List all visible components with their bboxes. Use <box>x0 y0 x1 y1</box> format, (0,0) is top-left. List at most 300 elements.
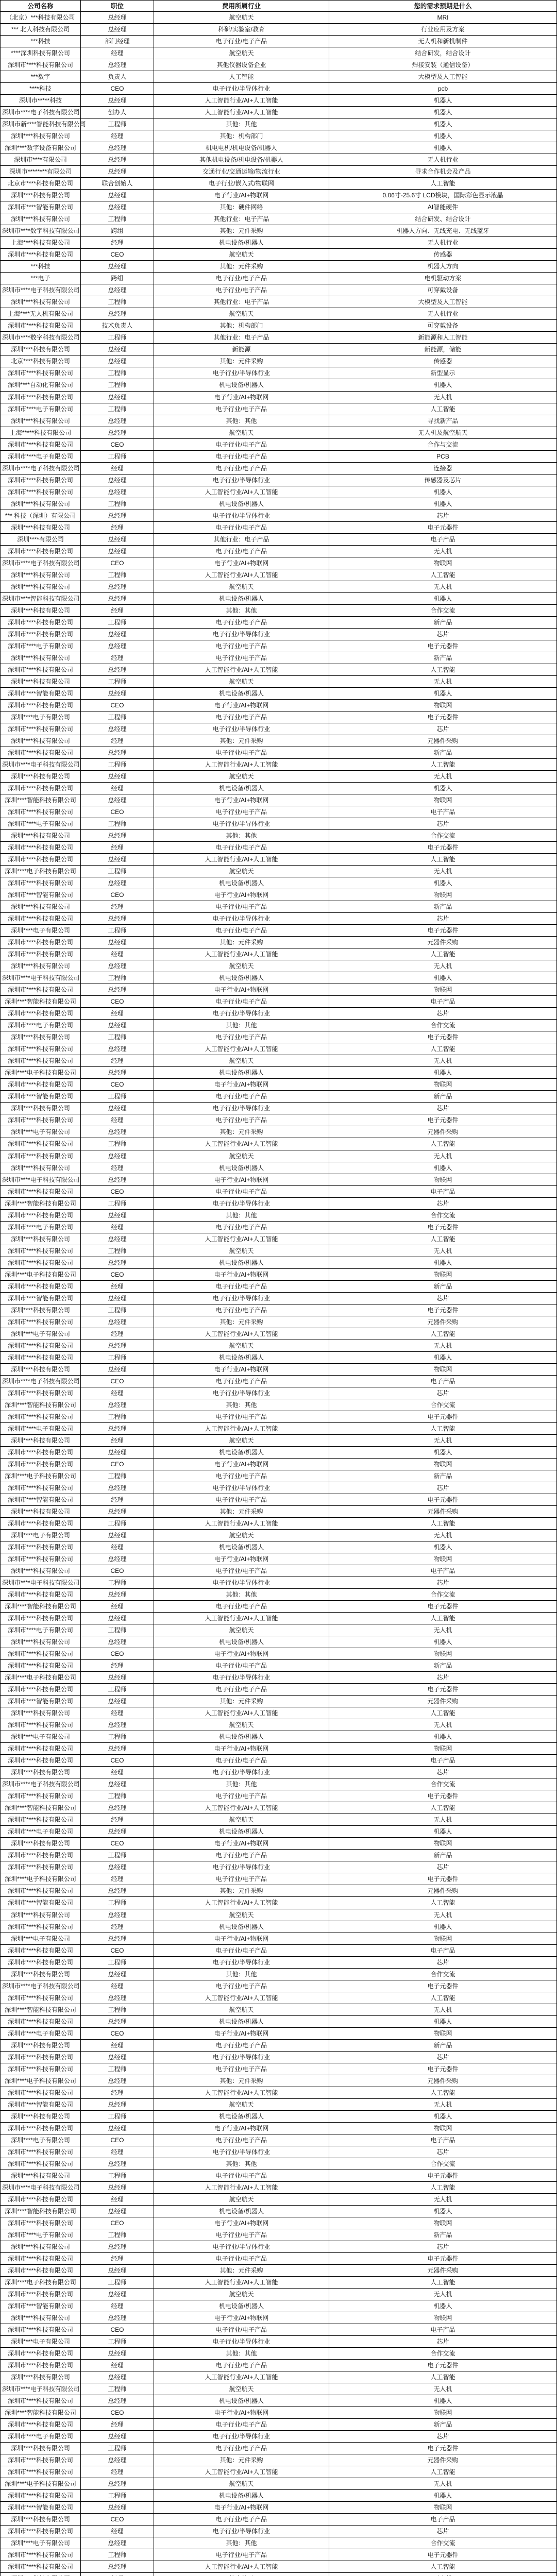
cell-expectation: 元器件采购 <box>329 1505 557 1517</box>
cell-industry: 电子行业/半导体行业 <box>154 818 329 830</box>
cell-position: 总经理 <box>81 355 154 367</box>
cell-position: 总经理 <box>81 308 154 320</box>
cell-expectation: 合作交流 <box>329 1968 557 1980</box>
cell-position: 工程师 <box>81 450 154 462</box>
cell-company: 深圳****科技有限公司 <box>1 1233 81 1245</box>
cell-company: 深圳市****科技有限公司 <box>1 854 81 866</box>
cell-position: 工程师 <box>81 1031 154 1043</box>
cell-industry: 电子行业/电子产品 <box>154 2324 329 2336</box>
cell-position: 经理 <box>81 1055 154 1067</box>
cell-industry: 人工智能行业/AI+人工智能 <box>154 486 329 498</box>
cell-industry: 航空航天 <box>154 1245 329 1257</box>
cell-industry: 电子行业/电子产品 <box>154 2039 329 2051</box>
cell-company: 深圳市****科技有限公司 <box>1 1814 81 1826</box>
table-row <box>1 1458 557 1470</box>
table-row <box>1 474 557 486</box>
cell-position: 总经理 <box>81 2075 154 2087</box>
cell-expectation: 无人机 <box>329 1909 557 1921</box>
cell-expectation: 芯片 <box>329 818 557 830</box>
cell-position: 总经理 <box>81 2371 154 2383</box>
cell-industry: 航空航天 <box>154 249 329 261</box>
cell-expectation: 人工智能 <box>329 2276 557 2288</box>
cell-company: 深圳市****电子有限公司 <box>1 1826 81 1838</box>
cell-position: 跨组 <box>81 273 154 284</box>
table-row <box>1 2360 557 2371</box>
table-row <box>1 1921 557 1933</box>
cell-expectation: 新型显示 <box>329 367 557 379</box>
cell-company: 深圳市****科技有限公司 <box>1 806 81 818</box>
cell-expectation: 物联网 <box>329 1743 557 1755</box>
cell-expectation: 人工智能 <box>329 1422 557 1434</box>
table-row <box>1 996 557 1008</box>
cell-position: 经理 <box>81 1008 154 1020</box>
cell-position: 工程师 <box>81 1411 154 1422</box>
cell-expectation: 元器件采购 <box>329 1696 557 1707</box>
cell-position: CEO <box>81 2027 154 2039</box>
table-row <box>1 2051 557 2063</box>
table-row <box>1 1613 557 1624</box>
cell-company: *** 北人科技有限公司 <box>1 24 81 36</box>
cell-expectation: 无人机和新机制件 <box>329 36 557 47</box>
table-row <box>1 1245 557 1257</box>
table-row <box>1 2098 557 2110</box>
cell-industry: 电子行业/半导体行业 <box>154 1577 329 1589</box>
cell-expectation: 人工智能 <box>329 1992 557 2004</box>
cell-industry: 电子行业/AI+物联网 <box>154 2217 329 2229</box>
cell-company: 深圳市****科技有限公司 <box>1 1114 81 1126</box>
cell-company: 深圳市****科技有限公司 <box>1 2063 81 2075</box>
cell-company: 深圳市****电子有限公司 <box>1 1221 81 1233</box>
cell-expectation: 无人机 <box>329 1434 557 1446</box>
cell-company: 深圳市****电子有限公司 <box>1 403 81 415</box>
cell-company: 深圳市****科技有限公司 <box>1 1589 81 1601</box>
table-row <box>1 1719 557 1731</box>
table-row <box>1 1636 557 1648</box>
table-row <box>1 2122 557 2134</box>
table-row <box>1 913 557 925</box>
cell-industry: 人工智能行业/AI+人工智能 <box>154 1233 329 1245</box>
cell-company: 深圳市****科技有限公司 <box>1 1719 81 1731</box>
cell-expectation: 物联网 <box>329 1268 557 1280</box>
cell-company: 深圳****科技有限公司 <box>1 521 81 533</box>
cell-company: 深圳市****科技有限公司 <box>1 2193 81 2205</box>
cell-expectation: 无人机 <box>329 581 557 592</box>
table-row <box>1 355 557 367</box>
table-row <box>1 1838 557 1850</box>
cell-expectation: 物联网 <box>329 1458 557 1470</box>
table-row <box>1 1767 557 1778</box>
cell-expectation: 无人机行业 <box>329 154 557 166</box>
cell-industry: 航空航天 <box>154 2289 329 2300</box>
table-row <box>1 1648 557 1660</box>
cell-company: 深圳市****科技有限公司 <box>1 2252 81 2264</box>
cell-industry: 人工智能行业/AI+人工智能 <box>154 948 329 960</box>
cell-position: 经理 <box>81 1328 154 1340</box>
cell-position: 总经理 <box>81 261 154 273</box>
cell-expectation: 电子元器件 <box>329 2549 557 2561</box>
cell-company: 深圳****智能科技有限公司 <box>1 2407 81 2419</box>
cell-industry: 电子行业/电子产品 <box>154 1873 329 1885</box>
cell-company: 深圳市****科技有限公司 <box>1 367 81 379</box>
cell-expectation: 电子元器件 <box>329 2360 557 2371</box>
table-row <box>1 1494 557 1505</box>
cell-company: 深圳市****智能有限公司 <box>1 1494 81 1505</box>
cell-position: 总经理 <box>81 854 154 866</box>
cell-industry: 电子行业/半导体行业 <box>154 1672 329 1684</box>
cell-expectation: 人工智能 <box>329 664 557 675</box>
cell-company: 深圳市****电子科技有限公司 <box>1 1980 81 1992</box>
cell-position: 经理 <box>81 2526 154 2537</box>
table-row <box>1 462 557 474</box>
table-row <box>1 284 557 296</box>
cell-expectation: 电子产品 <box>329 1375 557 1387</box>
cell-company: 深圳市****电子有限公司 <box>1 640 81 652</box>
cell-position: CEO <box>81 2407 154 2419</box>
cell-position: CEO <box>81 1565 154 1577</box>
cell-expectation: 可穿戴设备 <box>329 284 557 296</box>
cell-position: 工程师 <box>81 379 154 391</box>
cell-industry: 人工智能行业/AI+人工智能 <box>154 95 329 107</box>
cell-position: 经理 <box>81 2466 154 2478</box>
cell-company: 深圳市****电子有限公司 <box>1 1020 81 1031</box>
table-row <box>1 806 557 818</box>
cell-expectation: 芯片 <box>329 1292 557 1304</box>
cell-expectation: 机器人方向、无线充电、无线蓝牙 <box>329 225 557 237</box>
cell-expectation: 电子产品 <box>329 1755 557 1767</box>
cell-position: 工程师 <box>81 498 154 510</box>
cell-industry: 电子行业/电子产品 <box>154 925 329 937</box>
cell-industry: 人工智能行业/AI+人工智能 <box>154 1707 329 1719</box>
cell-position: 总经理 <box>81 2431 154 2443</box>
table-row <box>1 1055 557 1067</box>
cell-position: 总经理 <box>81 794 154 806</box>
table-row <box>1 2526 557 2537</box>
cell-company: 上海****无人机有限公司 <box>1 308 81 320</box>
cell-expectation: 无人机 <box>329 1150 557 1162</box>
cell-industry: 电子行业/半导体行业 <box>154 2051 329 2063</box>
table-row <box>1 2312 557 2324</box>
table-row <box>1 1340 557 1351</box>
cell-position: 总经理 <box>81 486 154 498</box>
cell-expectation: 无人机 <box>329 2193 557 2205</box>
cell-company: 深圳市****科技有限公司 <box>1 1921 81 1933</box>
cell-industry: 其他：元件采购 <box>154 225 329 237</box>
cell-position: 总经理 <box>81 142 154 154</box>
cell-company: ****深圳科技有限公司 <box>1 47 81 59</box>
cell-position: 工程师 <box>81 1245 154 1257</box>
table-row <box>1 652 557 664</box>
cell-industry: 航空航天 <box>154 1719 329 1731</box>
cell-company: 深圳****电子有限公司 <box>1 1328 81 1340</box>
table-row <box>1 1755 557 1767</box>
cell-expectation: 机器人 <box>329 107 557 118</box>
cell-company: 深圳****科技有限公司 <box>1 2312 81 2324</box>
cell-company: 深圳****智能科技有限公司 <box>1 1197 81 1209</box>
cell-expectation: 电子元器件 <box>329 1221 557 1233</box>
table-row <box>1 1304 557 1316</box>
table-row <box>1 1422 557 1434</box>
table-row <box>1 925 557 937</box>
table-row <box>1 1280 557 1292</box>
cell-expectation: 机器人 <box>329 972 557 984</box>
table-row <box>1 1731 557 1743</box>
cell-industry: 电子行业/电子产品 <box>154 438 329 450</box>
cell-company: 深圳****有限公司 <box>1 533 81 545</box>
cell-expectation: 新产品 <box>329 1091 557 1103</box>
cell-expectation: 物联网 <box>329 1553 557 1565</box>
cell-position: 总经理 <box>81 1340 154 1351</box>
table-row <box>1 166 557 178</box>
cell-position: 工程师 <box>81 569 154 581</box>
cell-position: 经理 <box>81 652 154 664</box>
table-row <box>1 1672 557 1684</box>
cell-industry: 航空航天 <box>154 1150 329 1162</box>
cell-expectation: 人工智能 <box>329 1328 557 1340</box>
cell-company: 深圳****科技有限公司 <box>1 569 81 581</box>
cell-company: 深圳市****电子科技有限公司 <box>1 2383 81 2395</box>
cell-expectation: 芯片 <box>329 1482 557 1494</box>
table-row <box>1 1968 557 1980</box>
table-row <box>1 2289 557 2300</box>
cell-company: 深圳市****智能有限公司 <box>1 201 81 213</box>
table-row <box>1 664 557 675</box>
cell-company: 深圳市****科技有限公司 <box>1 1861 81 1873</box>
cell-industry: 其他：元件采购 <box>154 261 329 273</box>
cell-company: 深圳市****科技有限公司 <box>1 664 81 675</box>
cell-company: 深圳市****科技有限公司 <box>1 1150 81 1162</box>
cell-company: 深圳市****智能有限公司 <box>1 1897 81 1909</box>
cell-company: 深圳市****电子有限公司 <box>1 2229 81 2241</box>
cell-company: ***电子 <box>1 273 81 284</box>
cell-industry: 其他：其他 <box>154 1399 329 1411</box>
cell-position: 工程师 <box>81 1138 154 1150</box>
cell-position: 总经理 <box>81 1257 154 1268</box>
cell-company: 深圳市****科技有限公司 <box>1 948 81 960</box>
cell-industry: 电子行业/AI+物联网 <box>154 2027 329 2039</box>
cell-expectation: 电子元器件 <box>329 2252 557 2264</box>
cell-position: 工程师 <box>81 1956 154 1968</box>
cell-company: 深圳****科技有限公司 <box>1 1707 81 1719</box>
cell-industry: 电子行业/半导体行业 <box>154 474 329 486</box>
cell-company: 深圳市****科技有限公司 <box>1 1458 81 1470</box>
cell-company: 深圳****电子科技有限公司 <box>1 2075 81 2087</box>
cell-position: 总经理 <box>81 510 154 521</box>
table-row <box>1 1387 557 1399</box>
cell-company: 深圳市****科技有限公司 <box>1 1008 81 1020</box>
cell-industry: 人工智能行业/AI+人工智能 <box>154 107 329 118</box>
cell-position: 工程师 <box>81 1684 154 1696</box>
cell-industry: 航空航天 <box>154 1909 329 1921</box>
cell-company: 深圳市****科技有限公司 <box>1 2454 81 2466</box>
cell-position: 经理 <box>81 1434 154 1446</box>
cell-position: 经理 <box>81 462 154 474</box>
table-row <box>1 533 557 545</box>
cell-company: 深圳市****电子有限公司 <box>1 818 81 830</box>
cell-position: 总经理 <box>81 1422 154 1434</box>
table-row <box>1 1091 557 1103</box>
cell-position: 总经理 <box>81 592 154 604</box>
cell-company: 深圳市****科技有限公司 <box>1 1351 81 1363</box>
cell-industry: 电子行业/电子产品 <box>154 36 329 47</box>
cell-industry: 人工智能行业/AI+人工智能 <box>154 2561 329 2573</box>
cell-position: 经理 <box>81 2039 154 2051</box>
cell-company: 深圳****科技有限公司 <box>1 2110 81 2122</box>
cell-company: 深圳市****电子科技有限公司 <box>1 1174 81 1185</box>
cell-position: 总经理 <box>81 984 154 996</box>
cell-position: 总经理 <box>81 1613 154 1624</box>
cell-company: 深圳市****科技有限公司 <box>1 1257 81 1268</box>
table-row <box>1 225 557 237</box>
table-row <box>1 1351 557 1363</box>
cell-company: 深圳****电子科技有限公司 <box>1 1067 81 1079</box>
cell-expectation: 无人机 <box>329 960 557 972</box>
table-row <box>1 604 557 616</box>
cell-company: 深圳****科技有限公司 <box>1 415 81 427</box>
cell-industry: 航空航天 <box>154 2193 329 2205</box>
cell-industry: 航空航天 <box>154 2004 329 2015</box>
table-row <box>1 154 557 166</box>
cell-expectation: 新产品 <box>329 747 557 758</box>
cell-industry: 电子行业/AI+物联网 <box>154 2312 329 2324</box>
table-row <box>1 2431 557 2443</box>
table-row <box>1 783 557 794</box>
cell-position: 总经理 <box>81 2122 154 2134</box>
cell-industry: 其他：元件采购 <box>154 2075 329 2087</box>
table-row <box>1 2217 557 2229</box>
cell-industry: 人工智能行业/AI+人工智能 <box>154 1422 329 1434</box>
header-industry: 费用所属行业 <box>154 1 329 12</box>
table-row <box>1 901 557 913</box>
cell-company: 深圳市****科技有限公司 <box>1 2324 81 2336</box>
cell-position: 总经理 <box>81 427 154 438</box>
cell-industry: 航空航天 <box>154 581 329 592</box>
cell-position: 工程师 <box>81 758 154 770</box>
cell-position: 工程师 <box>81 1351 154 1363</box>
table-row <box>1 142 557 154</box>
cell-expectation: 人工智能 <box>329 1517 557 1529</box>
cell-company: 深圳****科技有限公司 <box>1 1031 81 1043</box>
table-row <box>1 71 557 83</box>
cell-expectation: 物联网 <box>329 2407 557 2419</box>
cell-position: 总经理 <box>81 1150 154 1162</box>
cell-expectation: 机器人 <box>329 592 557 604</box>
table-row <box>1 1103 557 1114</box>
cell-expectation: 电子产品 <box>329 1185 557 1197</box>
cell-position: 工程师 <box>81 1897 154 1909</box>
cell-industry: 其他：其他 <box>154 118 329 130</box>
table-row <box>1 1790 557 1802</box>
table-row <box>1 296 557 308</box>
cell-position: 工程师 <box>81 2336 154 2348</box>
cell-industry: 电子行业/半导体行业 <box>154 2241 329 2252</box>
table-row <box>1 1589 557 1601</box>
cell-industry: 电子行业/电子产品 <box>154 842 329 854</box>
cell-industry: 电子行业/嵌入式/物联网 <box>154 178 329 190</box>
cell-expectation: 无人机 <box>329 1624 557 1636</box>
cell-position: 经理 <box>81 2300 154 2312</box>
table-row <box>1 1802 557 1814</box>
table-row <box>1 984 557 996</box>
cell-expectation: 电子元器件 <box>329 1601 557 1613</box>
cell-company: 深圳市****电子科技有限公司 <box>1 462 81 474</box>
cell-industry: 电子行业/半导体行业 <box>154 2146 329 2158</box>
cell-expectation: 无人机 <box>329 1530 557 1541</box>
cell-position: 总经理 <box>81 1968 154 1980</box>
cell-position: 负责人 <box>81 71 154 83</box>
table-row <box>1 581 557 592</box>
cell-industry: 其他：其他 <box>154 604 329 616</box>
cell-industry: 电子行业/半导体行业 <box>154 628 329 640</box>
cell-company: ***科技 <box>1 261 81 273</box>
cell-industry: 其他：元件采购 <box>154 735 329 747</box>
cell-industry: 电子行业/半导体行业 <box>154 1292 329 1304</box>
cell-industry: 电子行业/电子产品 <box>154 1304 329 1316</box>
cell-industry: 电子行业/电子产品 <box>154 2419 329 2431</box>
cell-industry: 航空航天 <box>154 1530 329 1541</box>
cell-company: 深圳****科技有限公司 <box>1 344 81 355</box>
cell-company: （北京）***科技有限公司 <box>1 12 81 24</box>
cell-industry: 电子行业/电子产品 <box>154 1565 329 1577</box>
cell-company: 深圳市****科技有限公司 <box>1 2526 81 2537</box>
cell-industry: 其他：硬件网络 <box>154 201 329 213</box>
table-row <box>1 2537 557 2549</box>
header-row <box>1 1 557 12</box>
cell-industry: 机电设备/机器人 <box>154 498 329 510</box>
cell-company: 深圳****数字设备有限公司 <box>1 142 81 154</box>
cell-industry: 电子行业/半导体行业 <box>154 913 329 925</box>
cell-expectation: 人工智能 <box>329 569 557 581</box>
cell-company: 深圳市****科技有限公司 <box>1 2490 81 2502</box>
cell-industry: 其他：元件采购 <box>154 1316 329 1328</box>
cell-industry: 电子行业/半导体行业 <box>154 1767 329 1778</box>
cell-industry: 航空航天 <box>154 47 329 59</box>
cell-company: 深圳市****智能科技有限公司 <box>1 592 81 604</box>
cell-company: 深圳****电子科技有限公司 <box>1 2478 81 2490</box>
cell-industry: 机电电机/机电设备/机器人 <box>154 142 329 154</box>
cell-expectation: 寻求合作机会及产品 <box>329 166 557 178</box>
cell-expectation: 电子产品 <box>329 2514 557 2526</box>
cell-industry: 机电设备/机器人 <box>154 1067 329 1079</box>
table-row <box>1 2561 557 2573</box>
table-row <box>1 1126 557 1138</box>
cell-expectation: 元器件采购 <box>329 1316 557 1328</box>
cell-company: 深圳****科技有限公司 <box>1 296 81 308</box>
cell-company: 深圳市****科技有限公司 <box>1 2289 81 2300</box>
table-row <box>1 699 557 711</box>
cell-industry: 电子行业/电子产品 <box>154 1091 329 1103</box>
header-position: 职位 <box>81 1 154 12</box>
cell-position: CEO <box>81 1268 154 1280</box>
table-row <box>1 249 557 261</box>
cell-position: CEO <box>81 1944 154 1956</box>
cell-industry: 电子行业/电子产品 <box>154 640 329 652</box>
cell-industry: 其他行业：电子产品 <box>154 332 329 344</box>
cell-industry: 其他：其他 <box>154 2537 329 2549</box>
cell-industry: 电子行业/半导体行业 <box>154 723 329 735</box>
cell-industry: 其他：其他 <box>154 2348 329 2360</box>
cell-position: 跨组 <box>81 225 154 237</box>
table-row <box>1 130 557 142</box>
cell-industry: 电子行业/AI+物联网 <box>154 1838 329 1850</box>
table-row <box>1 2087 557 2098</box>
cell-company: 深圳****科技有限公司 <box>1 2443 81 2454</box>
cell-position: 经理 <box>81 521 154 533</box>
cell-expectation: 电机驱动方案 <box>329 273 557 284</box>
table-row <box>1 2478 557 2490</box>
cell-industry: 其他行业：电子产品 <box>154 296 329 308</box>
cell-company: 深圳****科技有限公司 <box>1 1909 81 1921</box>
table-row <box>1 1434 557 1446</box>
